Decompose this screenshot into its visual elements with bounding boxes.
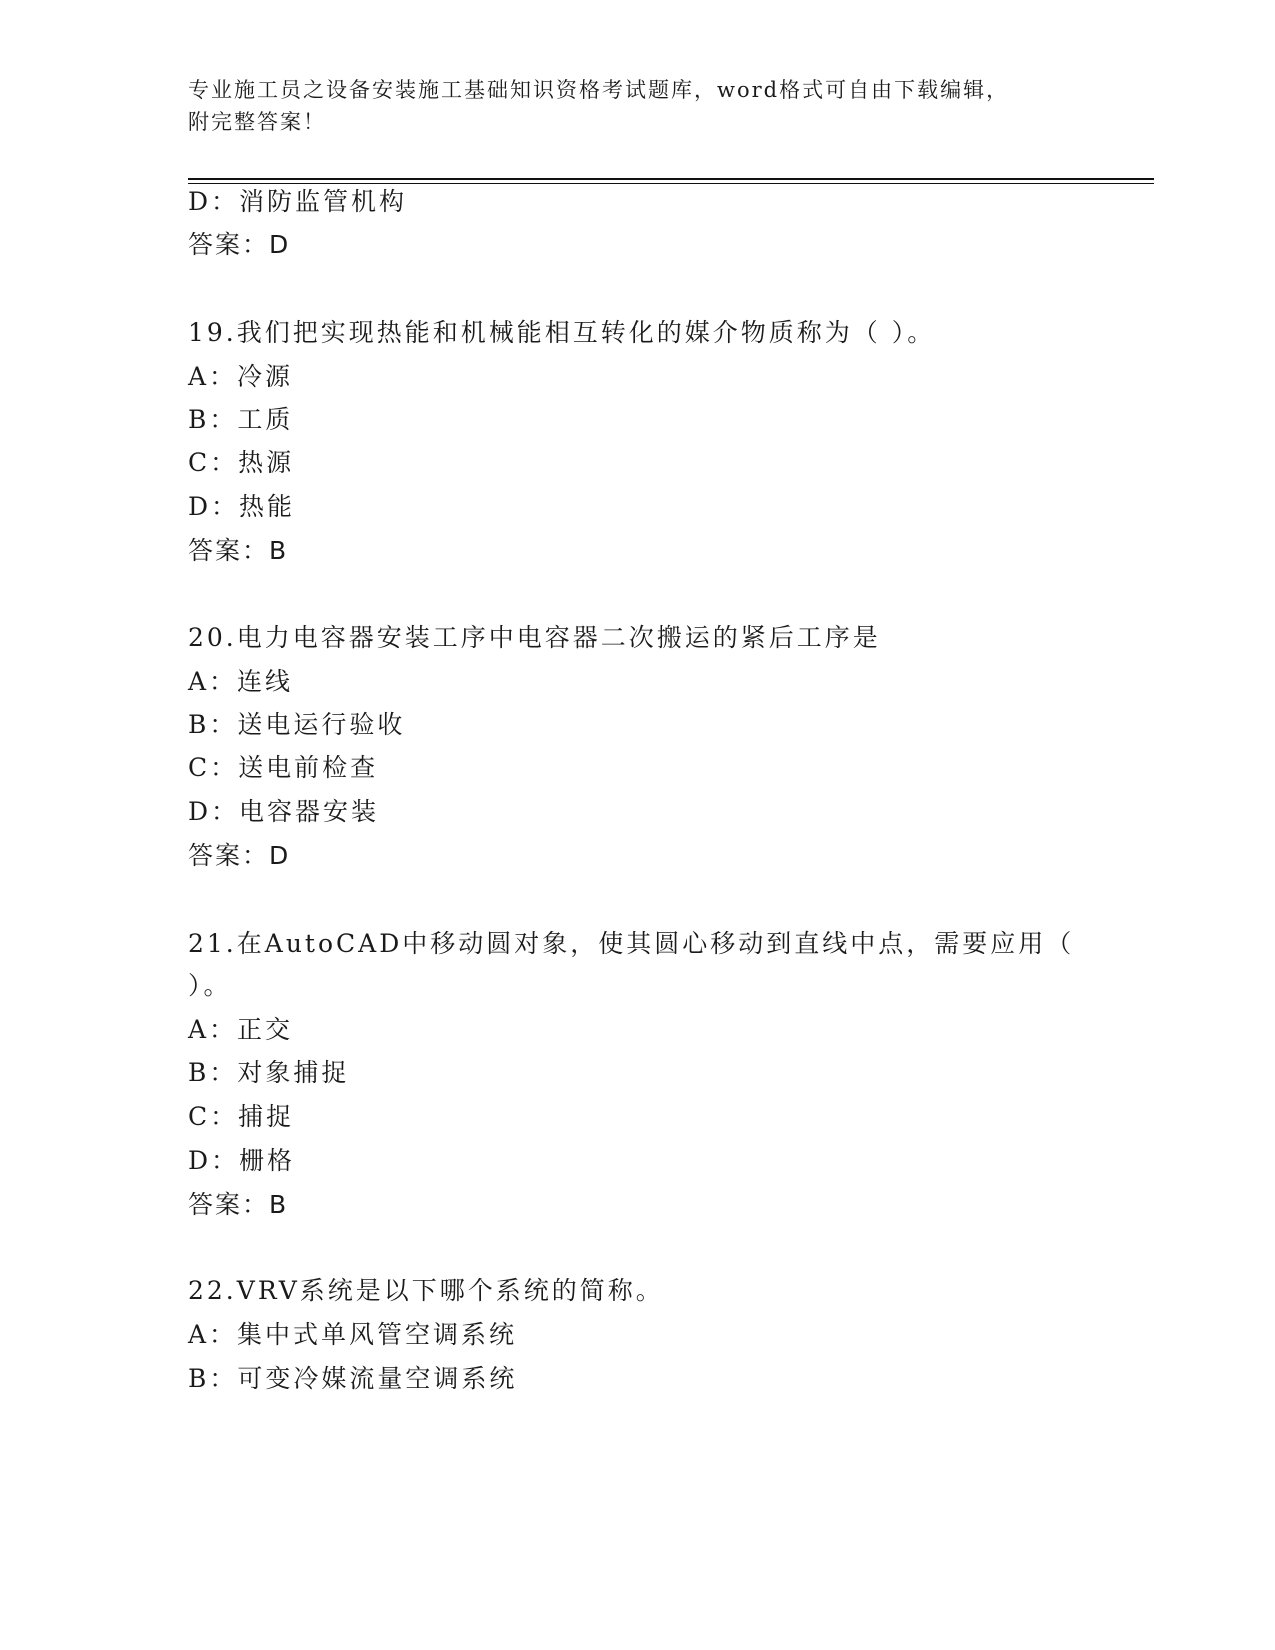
question-22-option-b: B：可变冷媒流量空调系统 bbox=[188, 1364, 518, 1393]
prev-answer: 答案：D bbox=[188, 230, 291, 259]
header-divider-thin bbox=[188, 183, 1154, 184]
question-19-option-b: B：工质 bbox=[188, 405, 294, 434]
question-21-answer: 答案：B bbox=[188, 1190, 289, 1219]
question-21-option-a: A：正交 bbox=[188, 1015, 294, 1044]
question-21-option-d: D：栅格 bbox=[188, 1146, 296, 1175]
prev-option-d: D：消防监管机构 bbox=[188, 187, 408, 216]
header-line-1: 专业施工员之设备安装施工基础知识资格考试题库，word格式可自由下载编辑， bbox=[188, 78, 1010, 102]
question-22-stem: 22.VRV系统是以下哪个系统的简称。 bbox=[188, 1276, 664, 1305]
header-line-2: 附完整答案！ bbox=[188, 110, 326, 134]
question-20-option-b: B：送电运行验收 bbox=[188, 710, 406, 739]
question-19-option-a: A：冷源 bbox=[188, 362, 294, 391]
question-21-option-c: C：捕捉 bbox=[188, 1102, 295, 1131]
question-19-option-d: D：热能 bbox=[188, 492, 296, 521]
question-21-stem-line-2: ）。 bbox=[188, 971, 232, 1000]
question-20-option-a: A：连线 bbox=[188, 667, 294, 696]
question-19-option-c: C：热源 bbox=[188, 448, 295, 477]
question-20-answer: 答案：D bbox=[188, 841, 291, 870]
document-header bbox=[188, 74, 1068, 138]
question-20-stem: 20.电力电容器安装工序中电容器二次搬运的紧后工序是 bbox=[188, 623, 881, 652]
question-21-stem-line-1: 21.在AutoCAD中移动圆对象，使其圆心移动到直线中点，需要应用（ bbox=[188, 929, 1075, 958]
question-20-option-d: D：电容器安装 bbox=[188, 797, 380, 826]
question-22-option-a: A：集中式单风管空调系统 bbox=[188, 1320, 518, 1349]
question-21-option-b: B：对象捕捉 bbox=[188, 1058, 350, 1087]
question-19-stem: 19.我们把实现热能和机械能相互转化的媒介物质称为（ ）。 bbox=[188, 318, 936, 347]
question-20-option-c: C：送电前检查 bbox=[188, 753, 379, 782]
header-divider-thick bbox=[188, 178, 1154, 180]
question-19-answer: 答案：B bbox=[188, 536, 289, 565]
